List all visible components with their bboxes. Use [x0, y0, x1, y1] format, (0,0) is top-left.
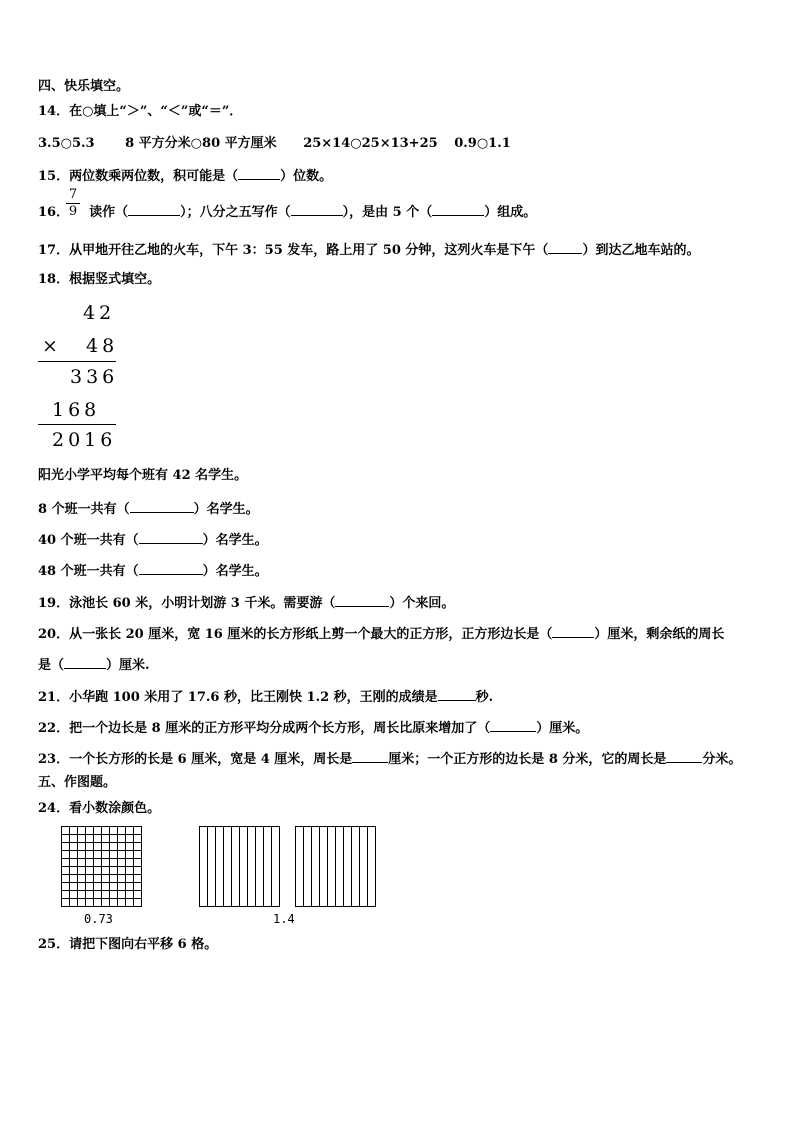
q18-line-2-a: 40 个班一共有（: [38, 533, 139, 548]
question-14-items: [38, 136, 511, 152]
vm-line-1: [38, 361, 116, 362]
q22-text-a: 22．把一个边长是 8 厘米的正方形平均分成两个长方形，周长比原来增加了（: [38, 721, 491, 736]
q16-text-e: ）组成。: [484, 205, 537, 220]
answer-blank[interactable]: [64, 656, 106, 669]
question-18: 18．根据竖式填空。: [38, 272, 161, 287]
question-14: 14．在○填上“＞”、“＜”或“＝”．: [38, 104, 243, 119]
q18-line-1-a: 8 个班一共有（: [38, 502, 130, 517]
q17-text-a: 17．从甲地开往乙地的火车，下午 3：55 发车，路上用了 50 分钟，这列火车是下午（: [38, 243, 549, 258]
q23-text-a: 23．一个长方形的长是 6 厘米，宽是 4 厘米，周长是: [38, 752, 353, 767]
vm-multiplier: 48: [86, 335, 119, 357]
question-22: [38, 719, 588, 737]
answer-blank[interactable]: [552, 625, 594, 638]
compare-item-2: 8 平方分米○80 平方厘米: [125, 136, 277, 151]
q19-text-b: ）个来回。: [389, 596, 455, 611]
vm-times-sign: ×: [42, 335, 62, 357]
compare-item-4: 0.9○1.1: [454, 136, 511, 151]
fraction-seven-ninths: [66, 188, 80, 219]
answer-blank[interactable]: [291, 203, 343, 216]
q20-text-d: ）厘米.: [106, 658, 150, 673]
q20-text-a: 20．从一张长 20 厘米，宽 16 厘米的长方形纸上剪一个最大的正方形，正方形边长是（: [38, 627, 553, 642]
tenths-strip-a[interactable]: [199, 826, 280, 907]
q18-line-2-b: ）名学生。: [202, 533, 268, 548]
q16-number: 16．: [38, 205, 70, 220]
q17-text-b: ）到达乙地车站的。: [582, 243, 700, 258]
answer-blank[interactable]: [490, 719, 536, 732]
answer-blank[interactable]: [139, 562, 203, 575]
q18-line-1: [38, 500, 259, 518]
answer-blank[interactable]: [335, 594, 389, 607]
vm-line-2: [38, 424, 116, 425]
q18-intro: 阳光小学平均每个班有 42 名学生。: [38, 468, 248, 483]
question-15: [38, 167, 332, 185]
question-20: [38, 625, 724, 643]
q21-text-b: 秒.: [475, 690, 494, 705]
q18-line-3: [38, 562, 268, 580]
vm-result: 2016: [52, 429, 117, 451]
question-17: [38, 241, 699, 259]
question-20-cont: [38, 656, 150, 674]
q18-line-3-a: 48 个班一共有（: [38, 564, 139, 579]
q15-text-a: 15．两位数乘两位数，积可能是（: [38, 169, 239, 184]
answer-blank[interactable]: [432, 203, 484, 216]
section-4-heading: 四、快乐填空。: [38, 79, 130, 94]
q16-text-d: ），是由 5 个（: [342, 205, 433, 220]
question-16: [38, 203, 536, 221]
answer-blank[interactable]: [438, 688, 476, 701]
q23-text-b: 厘米；一个正方形的边长是 8 分米，它的周长是: [388, 752, 667, 767]
answer-blank[interactable]: [238, 167, 280, 180]
q16-text-b: 读作（: [89, 205, 129, 220]
fraction-denominator: 9: [68, 204, 78, 219]
q15-text-b: ）位数。: [280, 169, 333, 184]
tenths-strip-b[interactable]: [295, 826, 376, 907]
question-25: 25．请把下图向右平移 6 格。: [38, 937, 218, 952]
fraction-numerator: 7: [68, 187, 78, 202]
question-24: 24．看小数涂颜色。: [38, 801, 161, 816]
caption-0-73: 0.73: [84, 912, 113, 926]
q21-text-a: 21．小华跑 100 米用了 17.6 秒，比王刚快 1.2 秒，王刚的成绩是: [38, 690, 438, 705]
vm-partial-1: 336: [70, 366, 119, 388]
vm-multiplicand: 42: [83, 302, 116, 324]
q18-line-2: [38, 531, 268, 549]
q16-text-c: ）；八分之五写作（: [180, 205, 291, 220]
section-5-heading: 五、作图题。: [38, 775, 117, 790]
q23-text-c: 分米。: [702, 752, 742, 767]
question-23: [38, 750, 741, 768]
q20-text-b: ）厘米，剩余纸的周长: [594, 627, 725, 642]
answer-blank[interactable]: [139, 531, 203, 544]
question-19: [38, 594, 454, 612]
q18-line-3-b: ）名学生。: [202, 564, 268, 579]
answer-blank[interactable]: [548, 241, 582, 254]
compare-item-1: 3.5○5.3: [38, 136, 95, 151]
caption-1-4: 1.4: [273, 912, 295, 926]
q20-text-c: 是（: [38, 658, 65, 673]
q19-text-a: 19．泳池长 60 米，小明计划游 3 千米。需要游（: [38, 596, 336, 611]
answer-blank[interactable]: [128, 203, 180, 216]
answer-blank[interactable]: [666, 750, 702, 763]
vm-partial-2: 168: [52, 399, 101, 421]
q18-line-1-b: ）名学生。: [193, 502, 259, 517]
answer-blank[interactable]: [352, 750, 388, 763]
answer-blank[interactable]: [130, 500, 194, 513]
question-21: [38, 688, 493, 706]
q22-text-b: ）厘米。: [536, 721, 589, 736]
compare-item-3: 25×14○25×13+25: [303, 136, 438, 151]
hundred-grid[interactable]: [61, 826, 142, 907]
